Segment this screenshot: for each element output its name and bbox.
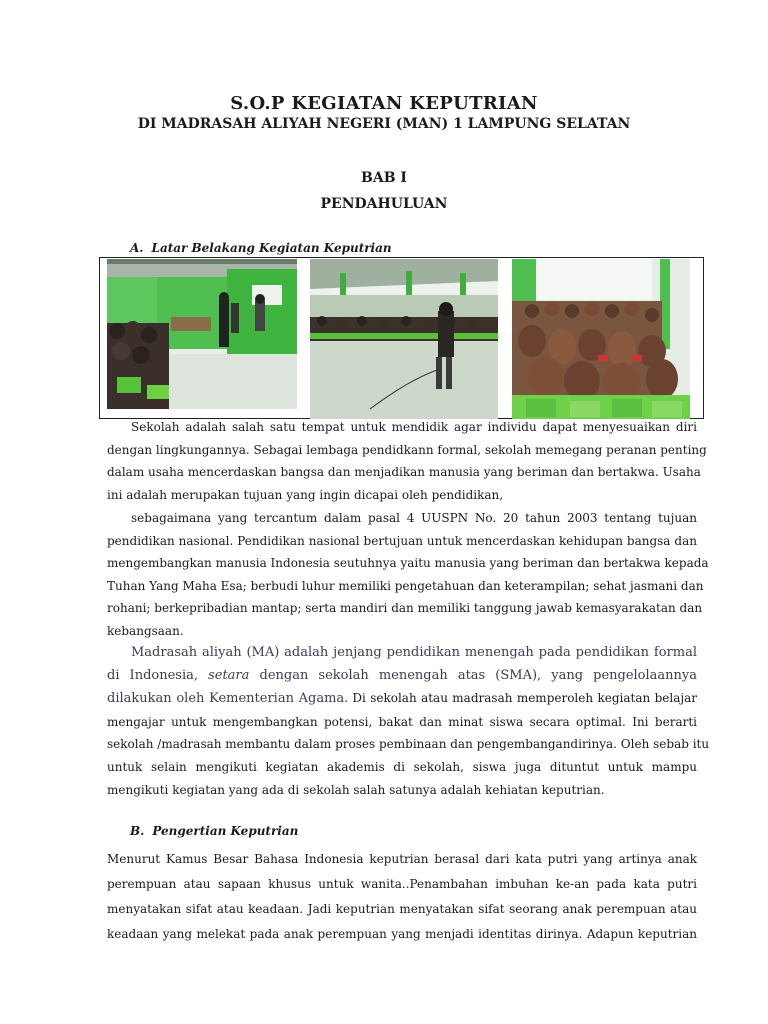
photo-hall-gathering-image — [310, 259, 498, 419]
paragraph-b1 — [107, 847, 697, 947]
text-line: sekolah /madrasah membantu dalam proses pembinaan dan pengembangandirinya. Oleh sebab itu — [107, 737, 710, 752]
text-line: keadaan yang melekat pada anak perempuan yang menjadi identitas dirinya. Adapun keputrian — [107, 927, 697, 941]
section-a-title: Latar Belakang Kegiatan Keputrian — [151, 241, 392, 255]
document-title: S.O.P KEGIATAN KEPUTRIAN — [230, 93, 538, 114]
photo-hall-gathering — [310, 259, 498, 419]
paragraph-a1 — [107, 416, 707, 506]
text-line: Tuhan Yang Maha Esa; berbudi luhur memiliki pengetahuan dan keterampilan; sehat jasmani dan — [107, 578, 704, 593]
text-line: perempuan atau sapaan khusus untuk wanita..Penambahan imbuhan ke-an pada kata putri — [107, 877, 697, 891]
paragraph-a2 — [107, 507, 709, 643]
text-line: pendidikan nasional. Pendidikan nasional bertujuan untuk mencerdaskan kehidupan bangsa dan — [107, 533, 697, 548]
text-line: mengembangkan manusia Indonesia seutuhnya yaitu manusia yang beriman dan bertakwa kepada — [107, 556, 709, 571]
text-line: menyatakan sifat atau keadaan. Jadi keputrian menyatakan sifat seorang anak perempuan atau — [107, 902, 697, 916]
section-b-heading — [130, 824, 298, 838]
text-run: . Di sekolah atau madrasah memperoleh kegiatan belajar — [344, 691, 697, 706]
section-a-number: A. — [130, 241, 144, 255]
text-line: untuk selain mengikuti kegiatan akademis di sekolah, siswa juga dituntut untuk mampu — [107, 759, 697, 774]
text-line: mengikuti kegiatan yang ada di sekolah salah satunya adalah kehiatan keputrian. — [107, 782, 605, 797]
text-line: sebagaimana yang tercantum dalam pasal 4 UUSPN No. 20 tahun 2003 tentang tujuan — [131, 511, 697, 525]
chapter-title: PENDAHULUAN — [320, 196, 448, 212]
text-run-italic: setara — [208, 667, 250, 683]
paragraph-a3 — [107, 642, 710, 801]
text-line: dengan lingkungannya. Sebagai lembaga pendidkann formal, sekolah memegang peranan penting — [107, 442, 707, 457]
document-subtitle: DI MADRASAH ALIYAH NEGERI (MAN) 1 LAMPUNG SELATAN — [137, 116, 631, 132]
text-run: di Indonesia, — [107, 667, 198, 683]
text-line — [107, 665, 697, 688]
section-a-heading — [130, 241, 392, 255]
photo-students-seated — [512, 259, 690, 419]
section-b-number: B. — [130, 824, 145, 838]
text-line: kebangsaan. — [107, 623, 184, 638]
text-run: dilakukan oleh Kementerian Agama — [107, 691, 345, 707]
text-line: mengajar untuk mengembangkan potensi, bakat dan minat siswa secara optimal. Ini berarti — [107, 714, 697, 729]
photo-indoor-room — [107, 259, 297, 409]
section-b-title: Pengertian Keputrian — [152, 824, 299, 838]
photo-students-seated-image — [512, 259, 690, 419]
photo-strip — [99, 257, 704, 419]
text-line: rohani; berkepribadian mantap; serta mandiri dan memiliki tanggung jawab kemasyarakatan dan — [107, 601, 703, 616]
text-line: ini adalah merupakan tujuan yang ingin dicapai oleh pendidikan, — [107, 487, 504, 502]
text-line: dalam usaha mencerdaskan bangsa dan menjadikan manusia yang beriman dan bertakwa. Usaha — [107, 465, 701, 480]
chapter-number: BAB I — [361, 170, 407, 186]
text-line: Menurut Kamus Besar Bahasa Indonesia keputrian berasal dari kata putri yang artinya anak — [107, 852, 697, 866]
text-line: Sekolah adalah salah satu tempat untuk mendidik agar individu dapat menyesuaikan diri — [131, 420, 697, 434]
text-line — [107, 687, 697, 711]
photo-indoor-room-image — [107, 259, 297, 409]
text-line: Madrasah aliyah (MA) adalah jenjang pendidikan menengah pada pendidikan formal — [131, 645, 697, 660]
text-run: dengan sekolah menengah atas (SMA), yang pengelolaannya — [259, 667, 698, 683]
